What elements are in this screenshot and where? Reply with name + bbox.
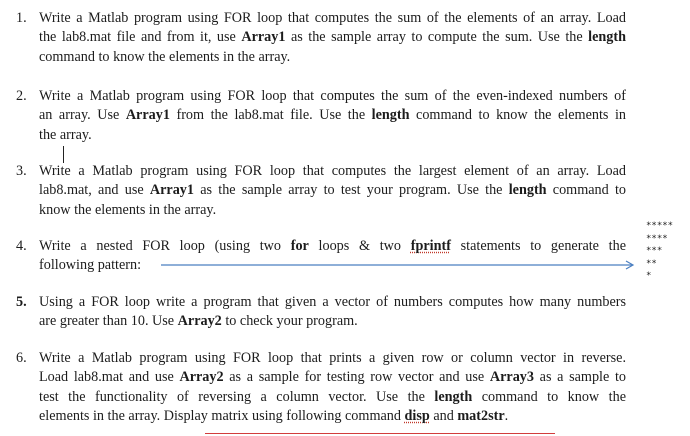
bold-term: Array3: [489, 369, 534, 386]
question-number: 3.: [16, 163, 27, 179]
pattern-row: **: [646, 258, 657, 269]
pattern-row: ***: [646, 246, 663, 256]
bold-term: Array1: [149, 182, 194, 199]
text-run: Using a FOR loop write a program that given a vector of numbers computes how many numbers: [39, 294, 626, 310]
pattern-row: ****: [646, 233, 668, 244]
text-run: the lab8.mat file and from it, use: [39, 29, 242, 46]
text-run: following pattern:: [39, 257, 142, 274]
question-number: 5.: [16, 294, 27, 310]
text-run: .: [504, 408, 509, 425]
question-number: 1.: [16, 10, 27, 26]
text-run: Write a Matlab program using FOR loop that prints a given row or column vector in reverse.: [39, 350, 626, 366]
bold-term: fprintf: [410, 238, 451, 254]
text-run: statements to generate the: [450, 238, 627, 254]
pattern-row: *****: [646, 221, 674, 231]
text-run: Write a Matlab program using FOR loop that computes the sum of the elements of an array. Load: [39, 10, 626, 26]
text-run: an array. Use: [39, 107, 126, 124]
text-run: Write a Matlab program using FOR loop that computes the sum of the even-indexed numbers of: [39, 88, 626, 104]
text-run: loops & two: [308, 238, 411, 254]
text-run: as a sample for testing row vector and use: [223, 369, 490, 386]
bold-term: length: [434, 388, 473, 405]
text-run: Write a nested FOR loop (using two: [39, 238, 291, 254]
text-run: lab8.mat, and use: [39, 182, 150, 199]
question-number: 6.: [16, 350, 27, 366]
text-run: command to know the elements in: [409, 107, 626, 124]
text-run: command to know the: [472, 388, 626, 405]
bold-term: Array2: [179, 369, 224, 386]
star-pattern: [646, 220, 690, 283]
bold-term: Array1: [241, 29, 286, 46]
question-number: 2.: [16, 88, 27, 104]
text-run: the array.: [39, 126, 92, 143]
bold-term: Array1: [125, 107, 170, 124]
bold-term: length: [508, 182, 547, 199]
bold-term: Array2: [177, 313, 222, 330]
text-run: Write a Matlab program using FOR loop that computes the largest element of an array. Load: [39, 163, 626, 179]
text-run: as the sample array to compute the sum. Use the: [285, 29, 589, 46]
bold-term: disp: [404, 408, 430, 425]
bold-term: length: [371, 107, 410, 124]
pattern-row: *: [646, 271, 652, 281]
text-run: test the functionality of reversing a column vector. Use the: [39, 388, 435, 405]
bold-term: for: [290, 238, 309, 254]
question-number: 4.: [16, 238, 27, 254]
text-run: and: [429, 408, 458, 425]
bold-term: length: [588, 29, 627, 46]
text-run: as a sample to: [533, 369, 626, 386]
text-run: to check your program.: [221, 313, 358, 330]
text-run: are greater than 10. Use: [39, 313, 178, 330]
text-run: Load lab8.mat and use: [39, 369, 180, 386]
text-run: elements in the array. Display matrix using following command: [39, 408, 405, 425]
text-run: as the sample array to test your program. Use the: [194, 182, 509, 199]
text-run: command to know the elements in the array.: [39, 48, 291, 65]
text-run: from the lab8.mat file. Use the: [169, 107, 372, 124]
bold-term: mat2str: [457, 408, 505, 425]
text-run: know the elements in the array.: [39, 201, 217, 218]
text-run: command to: [546, 182, 626, 199]
divider: [205, 433, 555, 434]
